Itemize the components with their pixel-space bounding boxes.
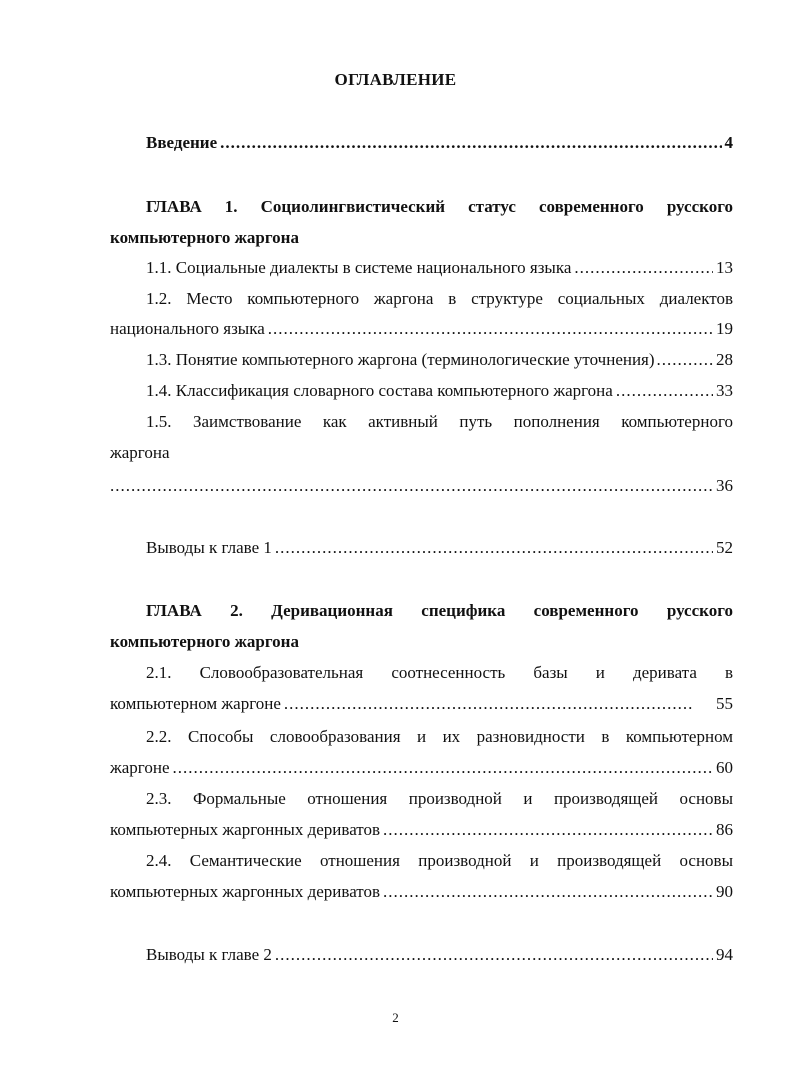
toc-entry-2-4-line-2: компьютерных жаргонных дериватов ..... 90 (110, 882, 733, 906)
dot-leader (268, 319, 713, 339)
toc-page-number: 13 (716, 258, 733, 277)
toc-entry-2-3-line-2: компьютерных жаргонных дериватов ..... 86 (110, 820, 733, 844)
toc-entry-1-4: 1.4. Классификация словарного состава компьютерного жаргона ..... 33 (146, 381, 733, 405)
toc-entry-2-1-line-2: компьютерном жаргоне ..... 55 (110, 694, 733, 718)
page-number: 2 (392, 1010, 399, 1025)
toc-entry-chapter-2-conclusion: Выводы к главе 2 ..... 94 (146, 945, 733, 969)
toc-entry-chapter-1-conclusion: Выводы к главе 1 ..... 52 (146, 538, 733, 562)
dot-leader (383, 882, 713, 902)
dot-leader (275, 538, 713, 558)
chapter-1-title-line-1: ГЛАВА 1. Социолингвистический статус современного русского (146, 197, 733, 216)
dot-leader (657, 350, 714, 370)
dot-leader (574, 258, 713, 278)
toc-entry-1-2-line-2: национального языка ..... 19 (110, 319, 733, 343)
toc-entry-1-5-line-2: жаргона (110, 443, 170, 462)
page-title: ОГЛАВЛЕНИЕ (334, 70, 457, 89)
dot-leader (275, 945, 713, 965)
dot-leader (220, 133, 721, 153)
toc-page-number: 4 (724, 133, 733, 152)
toc-page-number: 19 (716, 319, 733, 338)
toc-entry-1-3: 1.3. Понятие компьютерного жаргона (терминологические уточнения) ..... 28 (146, 350, 733, 374)
toc-entry-2-1-line-1: 2.1. Словообразовательная соотнесенность базы и деривата в (146, 663, 733, 682)
chapter-1-title-line-2: компьютерного жаргона (110, 228, 299, 247)
toc-entry-1-2-line-1: 1.2. Место компьютерного жаргона в структуре социальных диалектов (146, 289, 733, 308)
toc-page-number: 90 (716, 882, 733, 901)
chapter-2-title-line-2: компьютерного жаргона (110, 632, 299, 651)
dot-leader (110, 476, 713, 496)
dot-leader (616, 381, 713, 401)
toc-entry-1-1: 1.1. Социальные диалекты в системе национального языка ..... 13 (146, 258, 733, 282)
toc-page-number: 94 (716, 945, 733, 964)
toc-page-number: 36 (716, 476, 733, 495)
chapter-2-title-line-1: ГЛАВА 2. Деривационная специфика современного русского (146, 601, 733, 620)
toc-entry-1-5-leader (110, 476, 733, 500)
toc-entry-intro (146, 133, 733, 157)
dot-leader (284, 694, 692, 714)
toc-page-number: 86 (716, 820, 733, 839)
toc-page-number: 33 (716, 381, 733, 400)
toc-entry-2-2-line-2: жаргоне ..... 60 (110, 758, 733, 782)
toc-entry-label: Введение (146, 133, 218, 152)
toc-page-number: 28 (716, 350, 733, 369)
toc-page-number: 60 (716, 758, 733, 777)
toc-entry-2-3-line-1: 2.3. Формальные отношения производной и производящей основы (146, 789, 733, 808)
toc-entry-2-2-line-1: 2.2. Способы словообразования и их разновидности в компьютерном (146, 727, 733, 746)
dot-leader (172, 758, 713, 778)
toc-page-number: 52 (716, 538, 733, 557)
toc-entry-2-4-line-1: 2.4. Семантические отношения производной и производящей основы (146, 851, 733, 870)
dot-leader (383, 820, 713, 840)
toc-entry-1-5-line-1: 1.5. Заимствование как активный путь пополнения компьютерного (146, 412, 733, 431)
toc-page-number: 55 (716, 694, 733, 713)
